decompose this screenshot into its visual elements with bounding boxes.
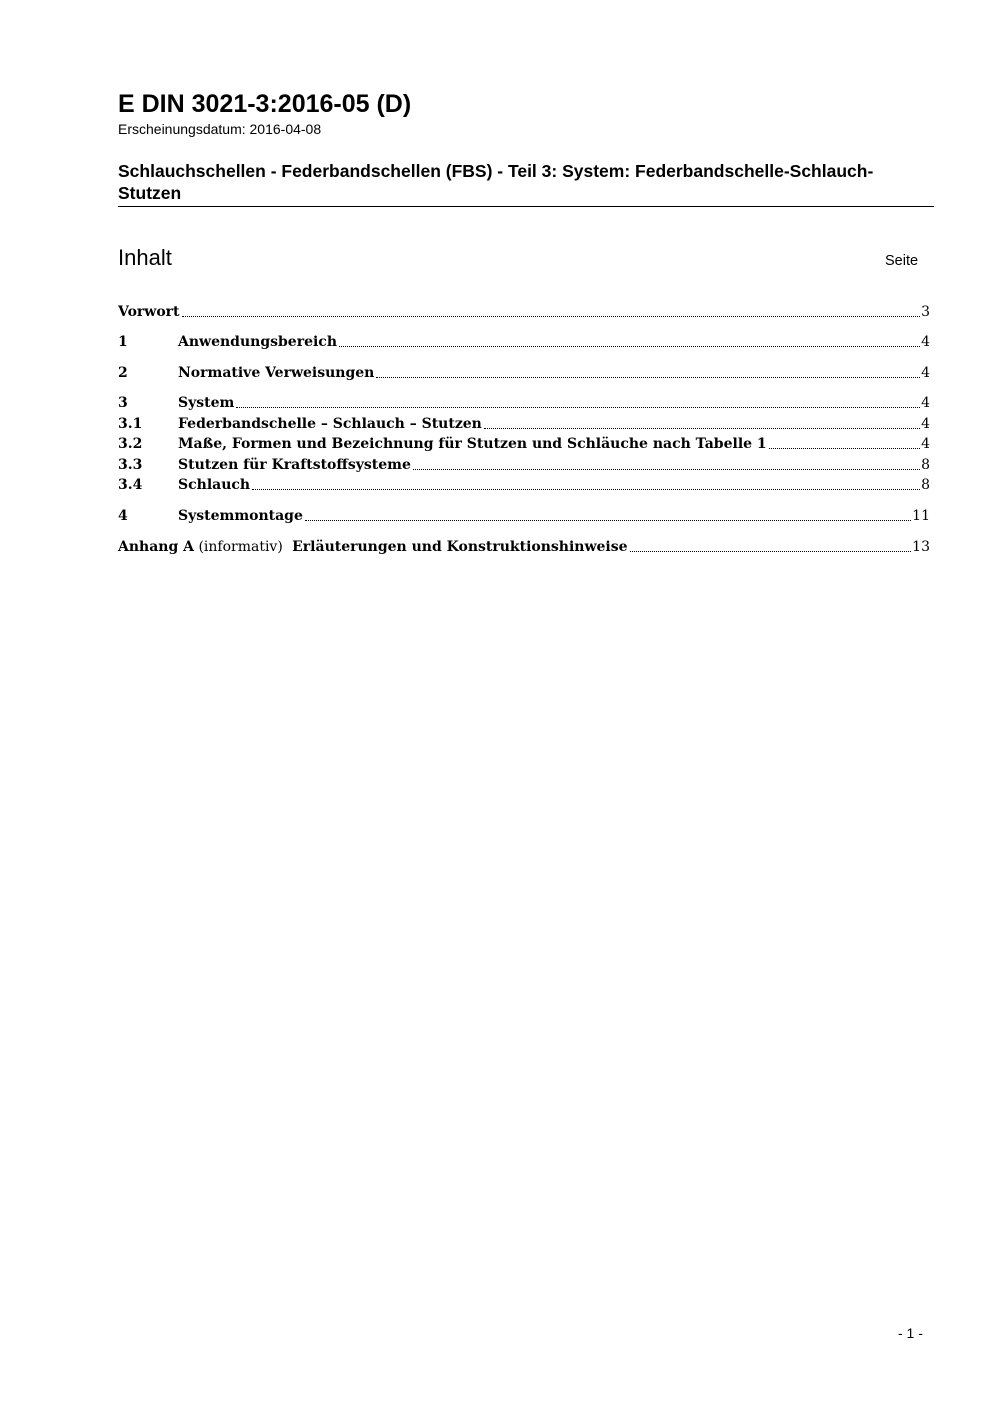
toc-leader-dots (252, 489, 920, 490)
toc-entry-title: Schlauch (178, 477, 251, 493)
toc-entry-title: System (178, 395, 235, 411)
toc-entry-number: 1 (118, 334, 128, 350)
toc-entry-number: 4 (118, 508, 128, 524)
toc-entry-vorwort[interactable] (118, 302, 930, 322)
toc-leader-dots (236, 407, 920, 408)
toc-entry-page: 3 (921, 304, 930, 320)
document-title: Schlauchschellen - Federbandschellen (FBS) - Teil 3: System: Federbandschelle-Schlauch-Stutzen (118, 161, 874, 203)
document-id: E DIN 3021-3:2016-05 (D) (118, 90, 412, 118)
toc-entry-3-1[interactable] (118, 414, 930, 434)
toc-leader-dots (376, 377, 920, 378)
toc-entry-page: 4 (921, 395, 930, 411)
toc-entry-page: 4 (921, 365, 930, 381)
toc-entry-page: 8 (921, 477, 930, 493)
toc-entry-number: 3.3 (118, 457, 143, 473)
toc-entry-3[interactable] (118, 393, 930, 413)
toc-annex-note: (informativ) (194, 539, 288, 555)
toc-leader-dots (305, 520, 911, 521)
toc-entry-title: Normative Verweisungen (178, 365, 375, 381)
publication-date: Erscheinungsdatum: 2016-04-08 (118, 121, 322, 137)
toc-entry-page: 8 (921, 457, 930, 473)
toc-page-column-label: Seite (885, 253, 919, 269)
toc-entry-1[interactable] (118, 332, 930, 352)
toc-leader-dots (182, 316, 921, 317)
toc-entry-3-2[interactable] (118, 434, 930, 454)
toc-entry-title: Federbandschelle – Schlauch – Stutzen (178, 416, 482, 432)
toc-entry-title: Vorwort (118, 304, 180, 320)
toc-entry-number: 3.4 (118, 477, 143, 493)
toc-entry-page: 4 (921, 436, 930, 452)
page-number: - 1 - (898, 1325, 923, 1341)
title-divider (118, 206, 934, 207)
toc-entry-3-3[interactable] (118, 455, 930, 475)
toc-entry-title: Stutzen für Kraftstoffsysteme (178, 457, 411, 473)
toc-leader-dots (413, 469, 920, 470)
toc-entry-number: 3.1 (118, 416, 143, 432)
toc-entry-title: Systemmontage (178, 508, 303, 524)
toc-entry-number: 3 (118, 395, 128, 411)
toc-leader-dots (339, 346, 920, 347)
toc-annex-title: Erläuterungen und Konstruktionshinweise (287, 539, 628, 555)
toc-entry-anhang-a[interactable] (118, 537, 930, 557)
toc-leader-dots (769, 448, 920, 449)
toc-entry-title: Anwendungsbereich (178, 334, 337, 350)
toc-entry-number: 3.2 (118, 436, 143, 452)
toc-entry-page: 11 (912, 508, 930, 524)
toc-entry-title: Maße, Formen und Bezeichnung für Stutzen und Schläuche nach Tabelle 1 (178, 436, 767, 452)
toc-entry-title (118, 537, 628, 557)
toc-entry-3-4[interactable] (118, 475, 930, 495)
toc-entry-number: 2 (118, 365, 128, 381)
toc-leader-dots (630, 551, 912, 552)
toc-entry-page: 13 (912, 539, 930, 555)
toc-entry-page: 4 (921, 416, 930, 432)
toc-entry-4[interactable] (118, 506, 930, 526)
toc-entry-page: 4 (921, 334, 930, 350)
toc-annex-label: Anhang A (118, 539, 194, 555)
toc-leader-dots (484, 428, 920, 429)
toc-entry-2[interactable] (118, 363, 930, 383)
toc-heading: Inhalt (118, 245, 172, 270)
